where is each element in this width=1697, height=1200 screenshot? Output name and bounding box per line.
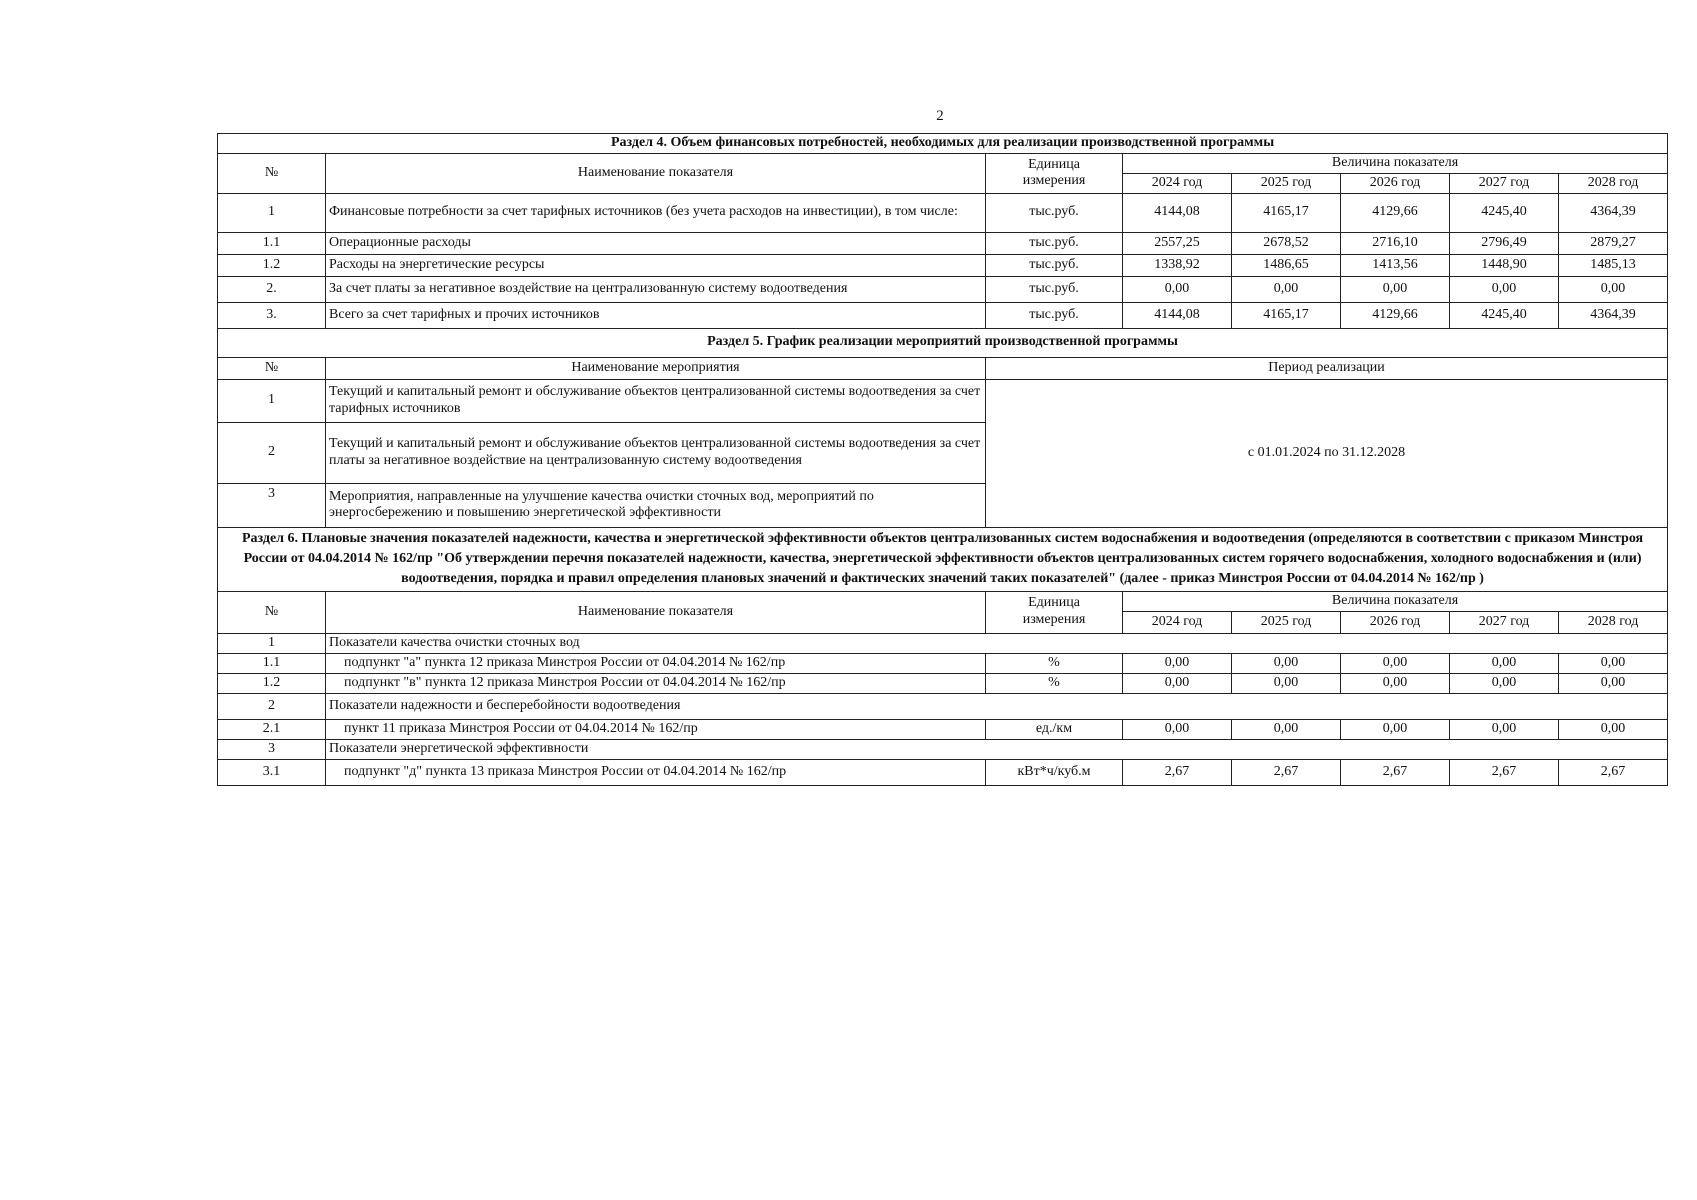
table-row [218, 254, 1668, 276]
row-num: 3. [218, 302, 326, 328]
row-value: 4364,39 [1559, 302, 1668, 328]
s6-year-header: 2025 год [1232, 611, 1341, 633]
s6-year-header: 2026 год [1341, 611, 1450, 633]
s4-header-unit: Единица измерения [986, 153, 1123, 193]
row-value: 0,00 [1450, 719, 1559, 739]
row-num: 2 [218, 693, 326, 719]
row-value: 4245,40 [1450, 302, 1559, 328]
group-name: Показатели энергетической эффективности [326, 739, 1668, 759]
row-unit: ед./км [986, 719, 1123, 739]
row-value: 0,00 [1123, 719, 1232, 739]
group-row [218, 633, 1668, 653]
s6-year-header: 2028 год [1559, 611, 1668, 633]
table-row [218, 673, 1668, 693]
row-value: 1338,92 [1123, 254, 1232, 276]
row-value: 0,00 [1559, 719, 1668, 739]
s5-header-period: Период реализации [986, 357, 1668, 379]
table-row [218, 276, 1668, 302]
row-name: Финансовые потребности за счет тарифных источников (без учета расходов на инвестиции), в том числе: [326, 193, 986, 232]
row-num: 1.1 [218, 653, 326, 673]
s6-header-num: № [218, 591, 326, 633]
row-unit: тыс.руб. [986, 232, 1123, 254]
row-num: 2.1 [218, 719, 326, 739]
s4-header-value: Величина показателя [1123, 153, 1668, 173]
row-value: 1485,13 [1559, 254, 1668, 276]
s6-year-header: 2027 год [1450, 611, 1559, 633]
row-value: 0,00 [1341, 276, 1450, 302]
group-name: Показатели надежности и бесперебойности водоотведения [326, 693, 1668, 719]
row-value: 0,00 [1232, 276, 1341, 302]
row-name: пункт 11 приказа Минстроя России от 04.04.2014 № 162/пр [326, 719, 986, 739]
row-unit: % [986, 673, 1123, 693]
row-unit: % [986, 653, 1123, 673]
row-value: 2,67 [1450, 759, 1559, 785]
row-value: 0,00 [1341, 673, 1450, 693]
row-value: 0,00 [1559, 673, 1668, 693]
s4-header-num: № [218, 153, 326, 193]
row-value: 0,00 [1450, 673, 1559, 693]
section5-title: Раздел 5. График реализации мероприятий производственной программы [218, 328, 1668, 357]
row-name: Расходы на энергетические ресурсы [326, 254, 986, 276]
s4-year-header: 2025 год [1232, 173, 1341, 193]
row-value: 0,00 [1341, 719, 1450, 739]
section4-title: Раздел 4. Объем финансовых потребностей, необходимых для реализации производственной программы [218, 134, 1668, 154]
group-row [218, 693, 1668, 719]
row-num: 2 [218, 422, 326, 483]
row-value: 2879,27 [1559, 232, 1668, 254]
s6-header-value: Величина показателя [1123, 591, 1668, 611]
row-num: 3 [218, 739, 326, 759]
row-value: 4144,08 [1123, 193, 1232, 232]
row-value: 2,67 [1232, 759, 1341, 785]
s6-header-unit: Единица измерения [986, 591, 1123, 633]
row-num: 3.1 [218, 759, 326, 785]
row-name: Всего за счет тарифных и прочих источников [326, 302, 986, 328]
table-row [218, 302, 1668, 328]
row-value: 0,00 [1232, 719, 1341, 739]
row-num: 1 [218, 193, 326, 232]
page-number: 2 [936, 108, 944, 124]
row-name: За счет платы за негативное воздействие на централизованную систему водоотведения [326, 276, 986, 302]
table-row [218, 759, 1668, 785]
row-value: 2678,52 [1232, 232, 1341, 254]
s4-year-header: 2027 год [1450, 173, 1559, 193]
row-value: 1448,90 [1450, 254, 1559, 276]
row-value: 2,67 [1341, 759, 1450, 785]
row-value: 0,00 [1450, 653, 1559, 673]
row-value: 0,00 [1123, 653, 1232, 673]
row-value: 0,00 [1232, 653, 1341, 673]
row-value: 4144,08 [1123, 302, 1232, 328]
row-name: Текущий и капитальный ремонт и обслуживание объектов централизованной системы водоотведения за счет платы за негативное воздействие на централизованную систему водоотведения [326, 422, 986, 483]
row-value: 2716,10 [1341, 232, 1450, 254]
row-name: Операционные расходы [326, 232, 986, 254]
row-num: 1.2 [218, 254, 326, 276]
table-row [218, 653, 1668, 673]
row-value: 1413,56 [1341, 254, 1450, 276]
row-value: 2,67 [1123, 759, 1232, 785]
row-num: 2. [218, 276, 326, 302]
row-value: 4165,17 [1232, 302, 1341, 328]
row-value: 0,00 [1559, 276, 1668, 302]
s4-header-name: Наименование показателя [326, 153, 986, 193]
row-name: Текущий и капитальный ремонт и обслуживание объектов централизованной системы водоотведения за счет тарифных источников [326, 379, 986, 422]
period-value: с 01.01.2024 по 31.12.2028 [986, 379, 1668, 527]
row-unit: тыс.руб. [986, 254, 1123, 276]
row-num: 1.1 [218, 232, 326, 254]
document-table [217, 133, 1668, 786]
s6-year-header: 2024 год [1123, 611, 1232, 633]
row-value: 0,00 [1232, 673, 1341, 693]
s5-header-name: Наименование мероприятия [326, 357, 986, 379]
row-unit: тыс.руб. [986, 276, 1123, 302]
row-value: 0,00 [1341, 653, 1450, 673]
table-row [218, 232, 1668, 254]
table-row [218, 193, 1668, 232]
row-unit: тыс.руб. [986, 302, 1123, 328]
s4-year-header: 2028 год [1559, 173, 1668, 193]
s4-year-header: 2024 год [1123, 173, 1232, 193]
row-value: 2,67 [1559, 759, 1668, 785]
row-value: 4245,40 [1450, 193, 1559, 232]
row-value: 0,00 [1450, 276, 1559, 302]
row-value: 4129,66 [1341, 302, 1450, 328]
group-name: Показатели качества очистки сточных вод [326, 633, 1668, 653]
row-value: 0,00 [1123, 673, 1232, 693]
row-value: 4165,17 [1232, 193, 1341, 232]
row-num: 1 [218, 633, 326, 653]
row-value: 0,00 [1559, 653, 1668, 673]
row-unit: кВт*ч/куб.м [986, 759, 1123, 785]
row-unit: тыс.руб. [986, 193, 1123, 232]
table-row [218, 379, 1668, 422]
row-num: 1.2 [218, 673, 326, 693]
row-name: подпункт "в" пункта 12 приказа Минстроя России от 04.04.2014 № 162/пр [326, 673, 986, 693]
row-name: подпункт "д" пункта 13 приказа Минстроя России от 04.04.2014 № 162/пр [326, 759, 986, 785]
group-row [218, 739, 1668, 759]
row-value: 2796,49 [1450, 232, 1559, 254]
row-value: 0,00 [1123, 276, 1232, 302]
row-value: 2557,25 [1123, 232, 1232, 254]
row-value: 1486,65 [1232, 254, 1341, 276]
s6-header-name: Наименование показателя [326, 591, 986, 633]
row-value: 4129,66 [1341, 193, 1450, 232]
row-num: 3 [218, 483, 326, 527]
section6-title: Раздел 6. Плановые значения показателей надежности, качества и энергетической эффективности объектов централизованных систем водоснабжения и водоотведения (определяются в соответствии с приказом Минстроя России от 04.04.2014 № 162/пр "Об утверждении перечня показателей надежности, качества, энергетической эффективности объектов централизованных систем горячего водоснабжения, холодного водоснабжения и (или) водоотведения, порядка и правил определения плановых значений и фактических значений таких показателей" (далее - приказ Минстроя России от 04.04.2014 № 162/пр ) [218, 527, 1668, 591]
row-value: 4364,39 [1559, 193, 1668, 232]
row-name: Мероприятия, направленные на улучшение качества очистки сточных вод, мероприятий по энергосбережению и повышению энергетической эффективности [326, 483, 986, 527]
s5-header-num: № [218, 357, 326, 379]
row-num: 1 [218, 379, 326, 422]
row-name: подпункт "а" пункта 12 приказа Минстроя России от 04.04.2014 № 162/пр [326, 653, 986, 673]
table-row [218, 719, 1668, 739]
s4-year-header: 2026 год [1341, 173, 1450, 193]
